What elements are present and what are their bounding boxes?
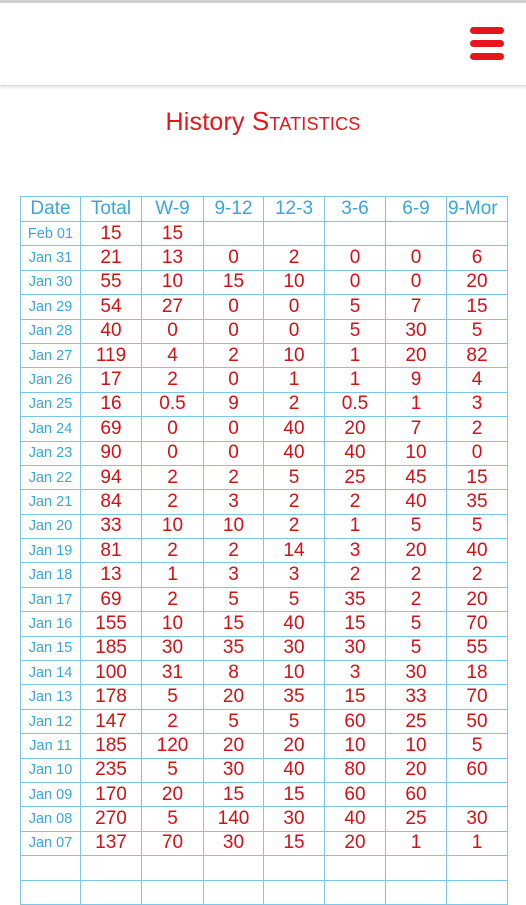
value-cell: 2 — [142, 490, 204, 514]
column-header: 12-3 — [264, 197, 325, 222]
value-cell: 70 — [447, 685, 508, 709]
page-title — [0, 106, 526, 137]
value-cell: 20 — [325, 417, 386, 441]
value-cell: 140 — [204, 807, 264, 831]
table-row — [21, 295, 508, 319]
value-cell: 40 — [264, 441, 325, 465]
table-row — [21, 661, 508, 685]
value-cell: 2 — [204, 539, 264, 563]
date-cell: Jan 12 — [21, 709, 81, 733]
value-cell: 0 — [204, 246, 264, 270]
menu-bar — [470, 53, 504, 60]
value-cell: 2 — [204, 343, 264, 367]
value-cell: 60 — [325, 782, 386, 806]
value-cell: 40 — [325, 441, 386, 465]
value-cell: 1 — [325, 343, 386, 367]
value-cell — [264, 856, 325, 880]
value-cell: 35 — [204, 636, 264, 660]
value-cell: 35 — [447, 490, 508, 514]
date-cell: Jan 18 — [21, 563, 81, 587]
date-cell: Jan 15 — [21, 636, 81, 660]
value-cell: 30 — [264, 636, 325, 660]
value-cell: 25 — [325, 465, 386, 489]
value-cell: 1 — [325, 368, 386, 392]
value-cell: 6 — [447, 246, 508, 270]
value-cell: 147 — [81, 709, 142, 733]
value-cell: 0 — [325, 246, 386, 270]
value-cell: 5 — [447, 734, 508, 758]
date-cell: Jan 16 — [21, 612, 81, 636]
value-cell: 15 — [142, 222, 204, 246]
value-cell: 33 — [81, 514, 142, 538]
value-cell: 1 — [142, 563, 204, 587]
date-cell: Jan 08 — [21, 807, 81, 831]
value-cell: 5 — [447, 319, 508, 343]
date-cell: Jan 27 — [21, 343, 81, 367]
date-cell: Jan 26 — [21, 368, 81, 392]
value-cell — [386, 856, 447, 880]
table-row — [21, 782, 508, 806]
value-cell: 2 — [386, 563, 447, 587]
value-cell: 30 — [204, 758, 264, 782]
table-row — [21, 343, 508, 367]
value-cell: 2 — [447, 417, 508, 441]
value-cell: 10 — [386, 734, 447, 758]
value-cell: 30 — [142, 636, 204, 660]
table-row — [21, 807, 508, 831]
table-row — [21, 465, 508, 489]
value-cell: 5 — [264, 587, 325, 611]
value-cell: 5 — [204, 709, 264, 733]
value-cell: 120 — [142, 734, 204, 758]
value-cell: 1 — [386, 831, 447, 855]
value-cell — [447, 856, 508, 880]
value-cell: 3 — [447, 392, 508, 416]
value-cell — [204, 222, 264, 246]
value-cell: 15 — [264, 782, 325, 806]
value-cell: 8 — [204, 661, 264, 685]
value-cell: 0 — [142, 441, 204, 465]
value-cell: 119 — [81, 343, 142, 367]
value-cell: 15 — [81, 222, 142, 246]
value-cell: 2 — [447, 563, 508, 587]
value-cell: 94 — [81, 465, 142, 489]
value-cell: 20 — [264, 734, 325, 758]
date-cell: Jan 09 — [21, 782, 81, 806]
value-cell — [325, 856, 386, 880]
value-cell — [81, 856, 142, 880]
table-row — [21, 587, 508, 611]
value-cell: 2 — [142, 709, 204, 733]
value-cell: 5 — [447, 514, 508, 538]
value-cell: 100 — [81, 661, 142, 685]
value-cell: 5 — [264, 465, 325, 489]
value-cell — [325, 880, 386, 904]
value-cell: 4 — [447, 368, 508, 392]
value-cell: 2 — [142, 587, 204, 611]
value-cell: 15 — [325, 685, 386, 709]
value-cell — [142, 856, 204, 880]
value-cell: 50 — [447, 709, 508, 733]
date-cell: Jan 31 — [21, 246, 81, 270]
column-header: Total — [81, 197, 142, 222]
value-cell: 170 — [81, 782, 142, 806]
value-cell: 2 — [142, 539, 204, 563]
value-cell: 5 — [142, 758, 204, 782]
value-cell: 55 — [81, 270, 142, 294]
value-cell — [264, 880, 325, 904]
value-cell: 15 — [447, 295, 508, 319]
menu-button[interactable] — [470, 27, 504, 61]
value-cell: 30 — [325, 636, 386, 660]
date-cell: Feb 01 — [21, 222, 81, 246]
value-cell: 0 — [142, 417, 204, 441]
value-cell: 185 — [81, 636, 142, 660]
value-cell: 0 — [325, 270, 386, 294]
value-cell: 5 — [386, 612, 447, 636]
table-row — [21, 758, 508, 782]
date-cell: Jan 28 — [21, 319, 81, 343]
value-cell: 30 — [204, 831, 264, 855]
value-cell: 2 — [325, 490, 386, 514]
value-cell: 54 — [81, 295, 142, 319]
table-row — [21, 709, 508, 733]
menu-bar — [470, 40, 504, 47]
app-header — [0, 3, 526, 86]
value-cell: 5 — [204, 587, 264, 611]
table-row — [21, 490, 508, 514]
value-cell: 20 — [447, 270, 508, 294]
value-cell: 0 — [264, 319, 325, 343]
value-cell: 0 — [386, 270, 447, 294]
date-cell: Jan 22 — [21, 465, 81, 489]
value-cell: 40 — [386, 490, 447, 514]
value-cell: 17 — [81, 368, 142, 392]
value-cell: 3 — [325, 539, 386, 563]
value-cell: 30 — [386, 319, 447, 343]
value-cell: 185 — [81, 734, 142, 758]
value-cell — [447, 782, 508, 806]
value-cell: 2 — [325, 563, 386, 587]
menu-bar — [470, 27, 504, 34]
value-cell: 1 — [325, 514, 386, 538]
date-cell: Jan 17 — [21, 587, 81, 611]
date-cell: Jan 07 — [21, 831, 81, 855]
value-cell: 178 — [81, 685, 142, 709]
value-cell: 1 — [447, 831, 508, 855]
value-cell: 15 — [204, 270, 264, 294]
value-cell: 3 — [204, 490, 264, 514]
table-row — [21, 270, 508, 294]
value-cell: 25 — [386, 807, 447, 831]
value-cell: 81 — [81, 539, 142, 563]
column-header: Date — [21, 197, 81, 222]
history-table — [20, 196, 508, 905]
value-cell: 137 — [81, 831, 142, 855]
value-cell: 55 — [447, 636, 508, 660]
table-row — [21, 539, 508, 563]
date-cell: Jan 11 — [21, 734, 81, 758]
value-cell: 0 — [204, 417, 264, 441]
table-row — [21, 856, 508, 880]
value-cell: 40 — [264, 612, 325, 636]
value-cell — [204, 856, 264, 880]
value-cell: 40 — [447, 539, 508, 563]
value-cell: 4 — [142, 343, 204, 367]
value-cell — [386, 880, 447, 904]
value-cell: 9 — [386, 368, 447, 392]
value-cell — [325, 222, 386, 246]
column-header: 3-6 — [325, 197, 386, 222]
table-row — [21, 392, 508, 416]
value-cell: 20 — [142, 782, 204, 806]
table-row — [21, 880, 508, 904]
date-cell: Jan 13 — [21, 685, 81, 709]
date-cell: Jan 25 — [21, 392, 81, 416]
value-cell: 0 — [386, 246, 447, 270]
value-cell: 30 — [447, 807, 508, 831]
value-cell: 0 — [142, 319, 204, 343]
value-cell: 20 — [386, 758, 447, 782]
value-cell: 15 — [325, 612, 386, 636]
table-row — [21, 563, 508, 587]
value-cell: 2 — [264, 490, 325, 514]
table-row — [21, 368, 508, 392]
value-cell: 3 — [264, 563, 325, 587]
date-cell — [21, 880, 81, 904]
date-cell: Jan 10 — [21, 758, 81, 782]
value-cell: 5 — [142, 807, 204, 831]
value-cell: 155 — [81, 612, 142, 636]
value-cell: 20 — [325, 831, 386, 855]
value-cell — [386, 222, 447, 246]
value-cell: 10 — [204, 514, 264, 538]
value-cell: 31 — [142, 661, 204, 685]
date-cell: Jan 24 — [21, 417, 81, 441]
title-history: History — [165, 108, 245, 136]
value-cell: 5 — [386, 636, 447, 660]
value-cell: 3 — [325, 661, 386, 685]
table-row — [21, 636, 508, 660]
value-cell: 20 — [204, 685, 264, 709]
table-row — [21, 685, 508, 709]
value-cell: 33 — [386, 685, 447, 709]
value-cell: 40 — [264, 758, 325, 782]
value-cell: 21 — [81, 246, 142, 270]
value-cell: 0 — [204, 441, 264, 465]
table-row — [21, 831, 508, 855]
value-cell: 7 — [386, 295, 447, 319]
column-header: 9-Mor — [447, 197, 508, 222]
value-cell: 9 — [204, 392, 264, 416]
value-cell: 10 — [142, 612, 204, 636]
value-cell: 40 — [264, 417, 325, 441]
value-cell: 45 — [386, 465, 447, 489]
date-cell: Jan 29 — [21, 295, 81, 319]
value-cell: 235 — [81, 758, 142, 782]
value-cell: 20 — [386, 343, 447, 367]
column-header: 9-12 — [204, 197, 264, 222]
value-cell: 2 — [264, 514, 325, 538]
value-cell: 2 — [204, 465, 264, 489]
value-cell: 5 — [325, 319, 386, 343]
date-cell: Jan 21 — [21, 490, 81, 514]
value-cell: 30 — [386, 661, 447, 685]
table-header-row — [21, 197, 508, 222]
value-cell: 0.5 — [142, 392, 204, 416]
value-cell: 0 — [264, 295, 325, 319]
value-cell: 10 — [386, 441, 447, 465]
title-statistics: Statistics — [251, 106, 361, 136]
value-cell — [81, 880, 142, 904]
value-cell: 2 — [142, 465, 204, 489]
value-cell: 5 — [325, 295, 386, 319]
value-cell: 20 — [447, 587, 508, 611]
value-cell: 14 — [264, 539, 325, 563]
value-cell: 0.5 — [325, 392, 386, 416]
value-cell: 15 — [447, 465, 508, 489]
value-cell — [447, 222, 508, 246]
value-cell: 16 — [81, 392, 142, 416]
value-cell: 35 — [264, 685, 325, 709]
value-cell: 15 — [204, 612, 264, 636]
value-cell: 7 — [386, 417, 447, 441]
value-cell: 70 — [447, 612, 508, 636]
table-row — [21, 246, 508, 270]
value-cell: 30 — [264, 807, 325, 831]
date-cell: Jan 14 — [21, 661, 81, 685]
value-cell: 5 — [142, 685, 204, 709]
value-cell — [447, 880, 508, 904]
date-cell: Jan 19 — [21, 539, 81, 563]
value-cell: 5 — [386, 514, 447, 538]
value-cell: 40 — [325, 807, 386, 831]
value-cell: 25 — [386, 709, 447, 733]
value-cell: 20 — [204, 734, 264, 758]
date-cell: Jan 30 — [21, 270, 81, 294]
value-cell: 82 — [447, 343, 508, 367]
value-cell: 2 — [142, 368, 204, 392]
value-cell: 20 — [386, 539, 447, 563]
value-cell: 0 — [447, 441, 508, 465]
value-cell: 69 — [81, 587, 142, 611]
value-cell — [142, 880, 204, 904]
value-cell: 80 — [325, 758, 386, 782]
value-cell: 18 — [447, 661, 508, 685]
value-cell: 2 — [386, 587, 447, 611]
value-cell: 90 — [81, 441, 142, 465]
value-cell: 10 — [264, 270, 325, 294]
table-row — [21, 319, 508, 343]
value-cell: 60 — [447, 758, 508, 782]
value-cell: 70 — [142, 831, 204, 855]
value-cell — [204, 880, 264, 904]
value-cell: 69 — [81, 417, 142, 441]
value-cell: 13 — [142, 246, 204, 270]
value-cell: 10 — [264, 343, 325, 367]
table-row — [21, 514, 508, 538]
date-cell — [21, 856, 81, 880]
value-cell: 0 — [204, 368, 264, 392]
table-row — [21, 734, 508, 758]
table-row — [21, 222, 508, 246]
table-row — [21, 441, 508, 465]
value-cell: 10 — [325, 734, 386, 758]
value-cell: 15 — [204, 782, 264, 806]
value-cell: 10 — [264, 661, 325, 685]
value-cell: 60 — [386, 782, 447, 806]
value-cell: 2 — [264, 392, 325, 416]
date-cell: Jan 23 — [21, 441, 81, 465]
value-cell: 1 — [386, 392, 447, 416]
date-cell: Jan 20 — [21, 514, 81, 538]
value-cell: 35 — [325, 587, 386, 611]
value-cell: 270 — [81, 807, 142, 831]
value-cell: 5 — [264, 709, 325, 733]
value-cell — [264, 222, 325, 246]
column-header: W-9 — [142, 197, 204, 222]
value-cell: 3 — [204, 563, 264, 587]
value-cell: 0 — [204, 319, 264, 343]
value-cell: 2 — [264, 246, 325, 270]
value-cell: 84 — [81, 490, 142, 514]
value-cell: 60 — [325, 709, 386, 733]
table-row — [21, 417, 508, 441]
value-cell: 15 — [264, 831, 325, 855]
value-cell: 0 — [204, 295, 264, 319]
table-row — [21, 612, 508, 636]
value-cell: 10 — [142, 514, 204, 538]
value-cell: 40 — [81, 319, 142, 343]
value-cell: 1 — [264, 368, 325, 392]
column-header: 6-9 — [386, 197, 447, 222]
value-cell: 27 — [142, 295, 204, 319]
value-cell: 13 — [81, 563, 142, 587]
value-cell: 10 — [142, 270, 204, 294]
